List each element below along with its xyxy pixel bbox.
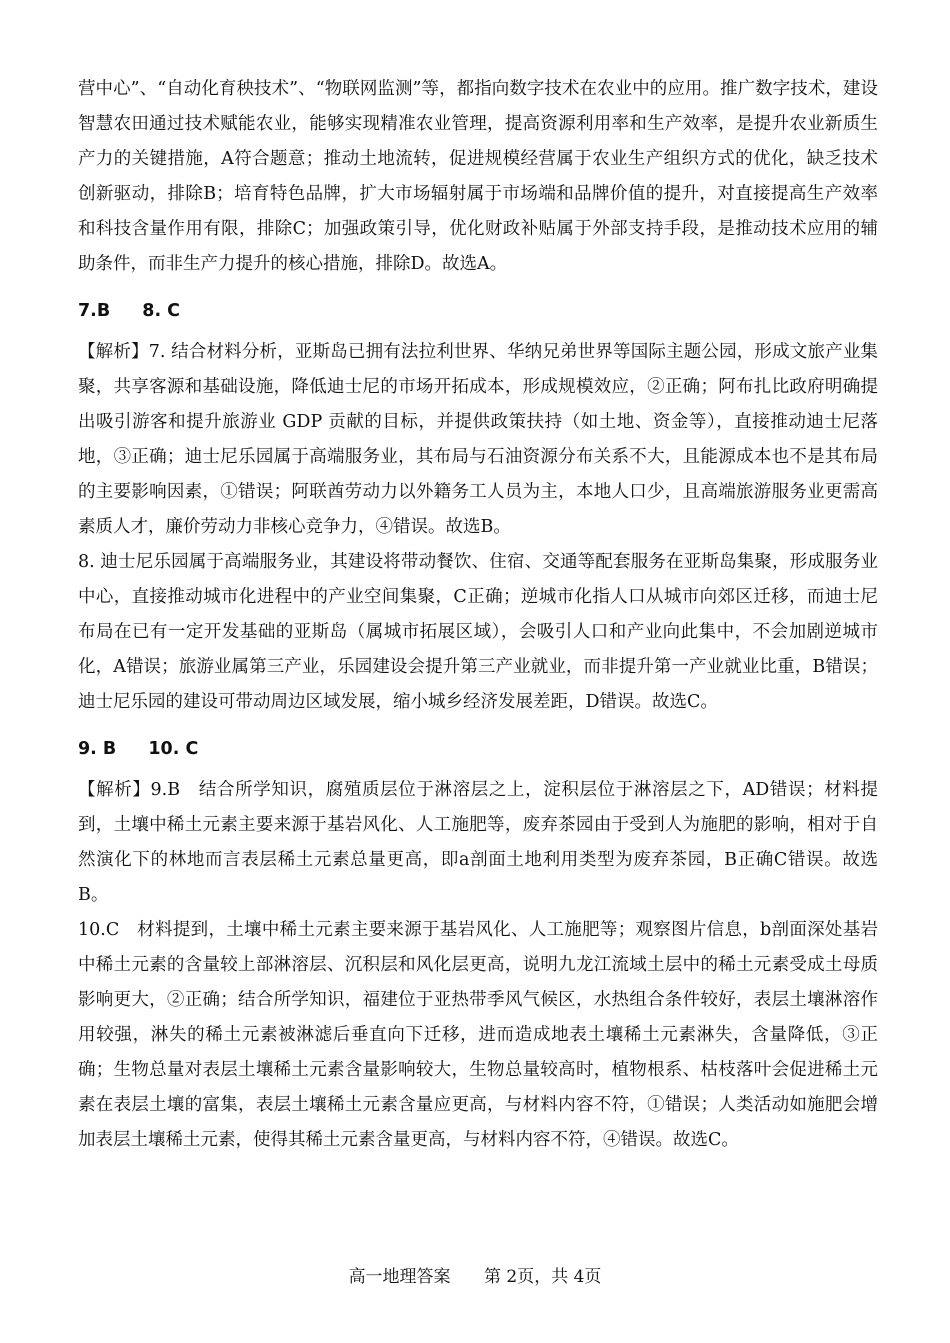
answer-8: 8. C	[142, 301, 181, 321]
answer-9: 9. B	[78, 739, 117, 759]
continuation-paragraph: 营中心”、“自动化育秧技术”、“物联网监测”等，都指向数字技术在农业中的应用。推广数字技术，建设智慧农田通过技术赋能农业，能够实现精准农业管理，提高资源利用率和生产效率，是提升农业新质生产力的关键措施，A符合题意；推动土地流转，促进规模经营属于农业生产组织方式的优化，缺乏技术创新驱动，排除B；培育特色品牌，扩大市场辐射属于市场端和品牌价值的提升，对直接提高生产效率和科技含量作用有限，排除C；加强政策引导，优化财政补贴属于外部支持手段，是推动技术应用的辅助条件，而非生产力提升的核心措施，排除D。故选A。	[78, 79, 878, 274]
analysis-9	[78, 773, 878, 913]
footer-page-number: 第 2页，共 4页	[483, 1267, 602, 1287]
analysis-7-text: 7. 结合材料分析，亚斯岛已拥有法拉利世界、华纳兄弟世界等国际主题公园，形成文旅产业集聚，共享客源和基础设施，降低迪士尼的市场开拓成本，形成规模效应，②正确；阿布扎比政府明确提出吸引游客和提升旅游业 GDP 贡献的目标，并提供政策扶持（如土地、资金等），直接推动迪士尼落地，③正确；迪士尼乐园属于高端服务业，其布局与石油资源分布关系不大，且能源成本也不是其布局的主要影响因素，①错误；阿联酋劳动力以外籍务工人员为主，本地人口少，且高端旅游服务业更需高素质人才，廉价劳动力非核心竞争力，④错误。故选B。	[78, 342, 878, 537]
answer-10: 10. C	[148, 739, 199, 759]
answer-line-9-10	[78, 732, 878, 767]
analysis-8: 8. 迪士尼乐园属于高端服务业，其建设将带动餐饮、住宿、交通等配套服务在亚斯岛集聚，形成服务业中心，直接推动城市化进程中的产业空间集聚，C正确；逆城市化指人口从城市向郊区迁移，而迪士尼布局在已有一定开发基础的亚斯岛（属城市拓展区域），会吸引人口和产业向此集中，不会加剧逆城市化，A错误；旅游业属第三产业，乐园建设会提升第三产业就业，而非提升第一产业就业比重，B错误；迪士尼乐园的建设可带动周边区域发展，缩小城乡经济发展差距，D错误。故选C。	[78, 552, 878, 712]
analysis-7	[78, 335, 878, 545]
analysis-10: 10.C 材料提到，土壤中稀土元素主要来源于基岩风化、人工施肥等；观察图片信息，b剖面深处基岩中稀土元素的含量较上部淋溶层、沉积层和风化层更高，说明九龙江流域土层中的稀土元素受成土母质影响更大，②正确；结合所学知识，福建位于亚热带季风气候区，水热组合条件较好，表层土壤淋溶作用较强，淋失的稀土元素被淋滤后垂直向下迁移，进而造成地表土壤稀土元素淋失，含量降低，③正确；生物总量对表层土壤稀土元素含量影响较大，生物总量较高时，植物根系、枯枝落叶会促进稀土元素在表层土壤的富集，表层土壤稀土元素含量应更高，与材料内容不符，①错误；人类活动如施肥会增加表层土壤稀土元素，使得其稀土元素含量更高，与材料内容不符，④错误。故选C。	[78, 920, 878, 1150]
answer-line-7-8	[78, 294, 878, 329]
page-footer	[0, 1262, 950, 1287]
analysis-tag: 【解析】	[78, 780, 151, 800]
answer-7: 7.B	[78, 301, 111, 321]
analysis-tag: 【解析】	[78, 342, 149, 362]
answer-sheet-page	[78, 72, 878, 1158]
footer-title: 高一地理答案	[348, 1267, 451, 1287]
analysis-9-text: 9.B 结合所学知识，腐殖质层位于淋溶层之上，淀积层位于淋溶层之下，AD错误；材料提到，土壤中稀土元素主要来源于基岩风化、人工施肥等，废弃茶园由于受到人为施肥的影响，相对于自然演化下的林地而言表层稀土元素总量更高，即a剖面土地利用类型为废弃茶园，B正确C错误。故选B。	[78, 780, 879, 905]
